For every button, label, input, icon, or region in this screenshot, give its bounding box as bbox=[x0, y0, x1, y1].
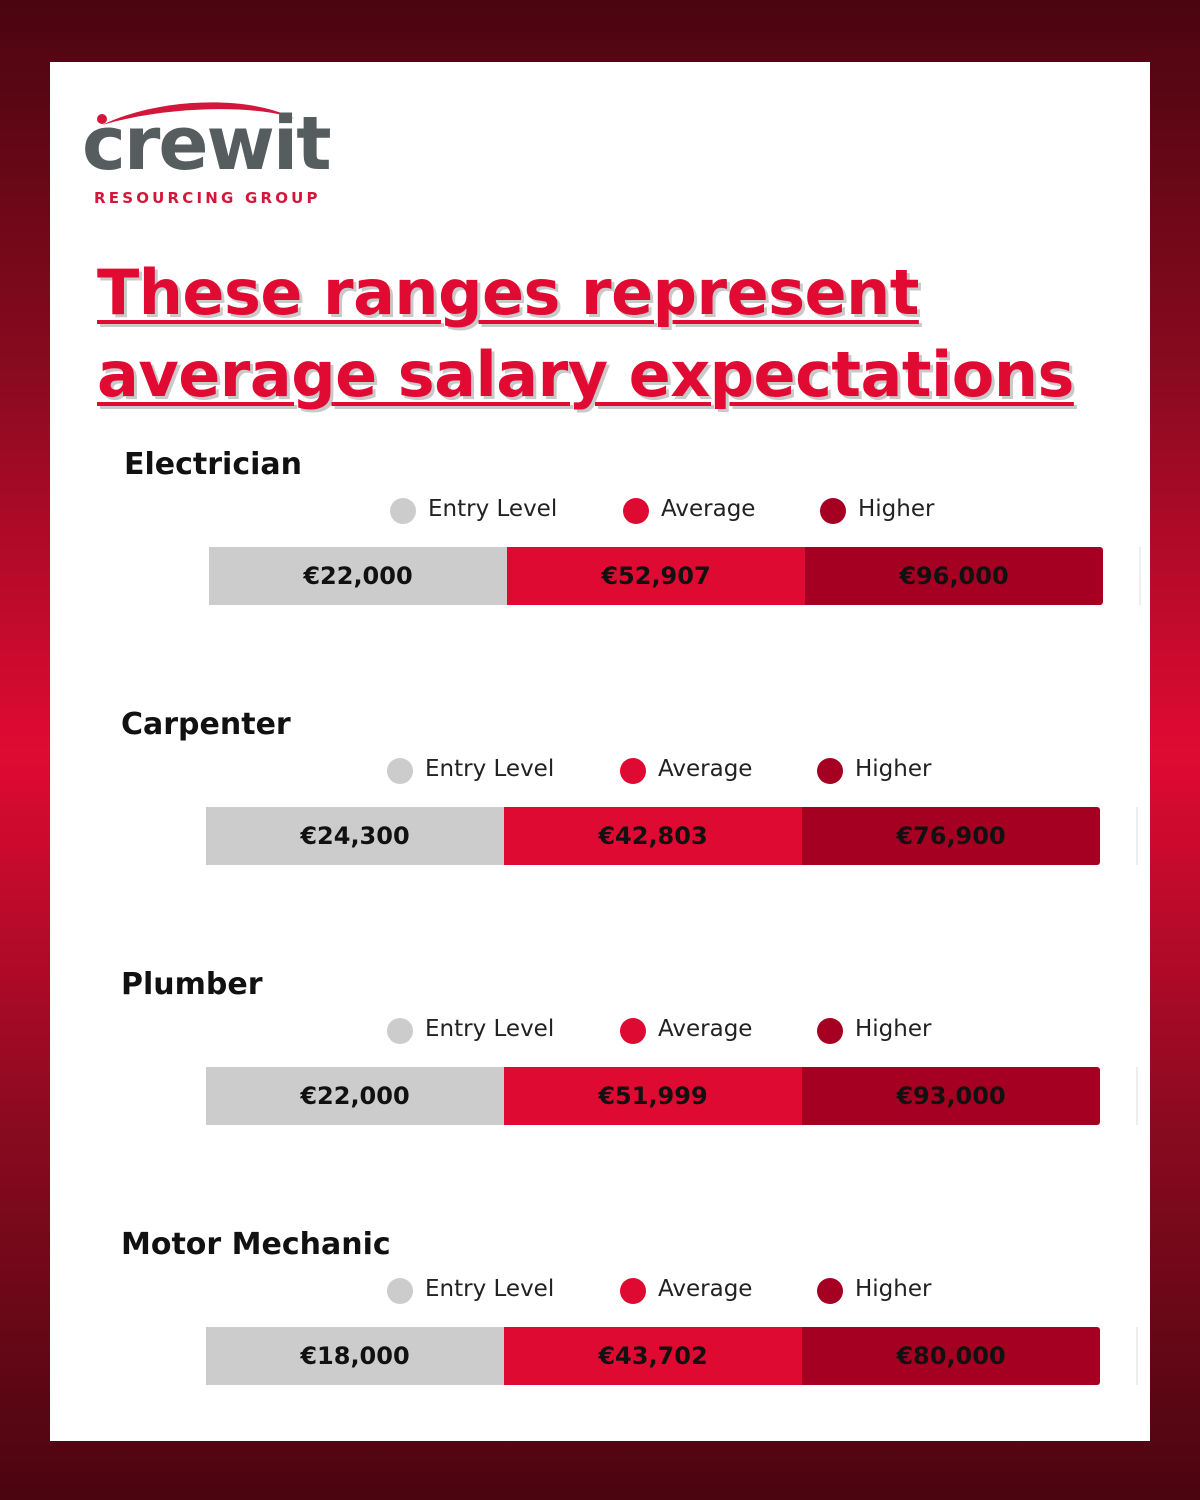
salary-bar bbox=[206, 1327, 1100, 1385]
bar-value-label: €22,000 bbox=[303, 562, 413, 590]
legend-swatch-icon bbox=[820, 498, 846, 524]
legend-swatch-icon bbox=[620, 1018, 646, 1044]
legend-swatch-icon bbox=[623, 498, 649, 524]
bar-segment bbox=[209, 547, 507, 605]
infographic-card bbox=[50, 62, 1150, 1441]
salary-bar bbox=[206, 1067, 1100, 1125]
bar-value-label: €80,000 bbox=[896, 1342, 1006, 1370]
bar-segment bbox=[504, 807, 802, 865]
bar-segment bbox=[802, 1327, 1100, 1385]
job-title: Electrician bbox=[124, 447, 302, 482]
salary-section bbox=[50, 1227, 1150, 1410]
legend-swatch-icon bbox=[817, 758, 843, 784]
legend-swatch-icon bbox=[817, 1018, 843, 1044]
bar-segment bbox=[507, 547, 805, 605]
legend-swatch-icon bbox=[387, 1018, 413, 1044]
bar-value-label: €22,000 bbox=[300, 1082, 410, 1110]
bar-value-label: €76,900 bbox=[896, 822, 1006, 850]
bar-end-tick bbox=[1136, 807, 1138, 865]
salary-bar bbox=[209, 547, 1103, 605]
logo-subtitle: RESOURCING GROUP bbox=[94, 189, 321, 207]
legend-label: Higher bbox=[855, 1016, 932, 1042]
legend-label: Average bbox=[658, 1016, 753, 1042]
bar-value-label: €93,000 bbox=[896, 1082, 1006, 1110]
bar-end-tick bbox=[1139, 547, 1141, 605]
bar-value-label: €51,999 bbox=[598, 1082, 708, 1110]
job-title: Motor Mechanic bbox=[121, 1227, 391, 1262]
bar-segment bbox=[802, 1067, 1100, 1125]
legend-swatch-icon bbox=[620, 1278, 646, 1304]
bar-segment bbox=[206, 1067, 504, 1125]
legend-label: Entry Level bbox=[428, 496, 558, 522]
legend-label: Average bbox=[658, 756, 753, 782]
legend-label: Average bbox=[661, 496, 756, 522]
bar-value-label: €96,000 bbox=[899, 562, 1009, 590]
legend-label: Entry Level bbox=[425, 1016, 555, 1042]
job-title: Carpenter bbox=[121, 707, 291, 742]
bar-segment bbox=[504, 1067, 802, 1125]
bar-segment bbox=[805, 547, 1103, 605]
legend-label: Higher bbox=[855, 1276, 932, 1302]
salary-section bbox=[50, 707, 1150, 890]
bar-segment bbox=[504, 1327, 802, 1385]
bar-end-tick bbox=[1136, 1067, 1138, 1125]
bar-value-label: €43,702 bbox=[598, 1342, 708, 1370]
bar-value-label: €42,803 bbox=[598, 822, 708, 850]
bar-value-label: €18,000 bbox=[300, 1342, 410, 1370]
salary-bar bbox=[206, 807, 1100, 865]
bar-segment bbox=[802, 807, 1100, 865]
crewit-logo bbox=[80, 97, 350, 212]
legend-swatch-icon bbox=[390, 498, 416, 524]
salary-section bbox=[50, 967, 1150, 1150]
bar-value-label: €52,907 bbox=[601, 562, 711, 590]
job-title: Plumber bbox=[121, 967, 263, 1002]
bar-value-label: €24,300 bbox=[300, 822, 410, 850]
legend-swatch-icon bbox=[817, 1278, 843, 1304]
legend-swatch-icon bbox=[387, 1278, 413, 1304]
salary-section bbox=[50, 447, 1150, 630]
legend-label: Average bbox=[658, 1276, 753, 1302]
page-headline: These ranges represent average salary expectations bbox=[97, 256, 1074, 411]
legend-label: Higher bbox=[855, 756, 932, 782]
legend-label: Entry Level bbox=[425, 1276, 555, 1302]
legend-swatch-icon bbox=[387, 758, 413, 784]
logo-wordmark: crewit bbox=[82, 101, 330, 187]
bar-end-tick bbox=[1136, 1327, 1138, 1385]
bar-segment bbox=[206, 807, 504, 865]
bar-segment bbox=[206, 1327, 504, 1385]
legend-label: Entry Level bbox=[425, 756, 555, 782]
legend-swatch-icon bbox=[620, 758, 646, 784]
legend-label: Higher bbox=[858, 496, 935, 522]
